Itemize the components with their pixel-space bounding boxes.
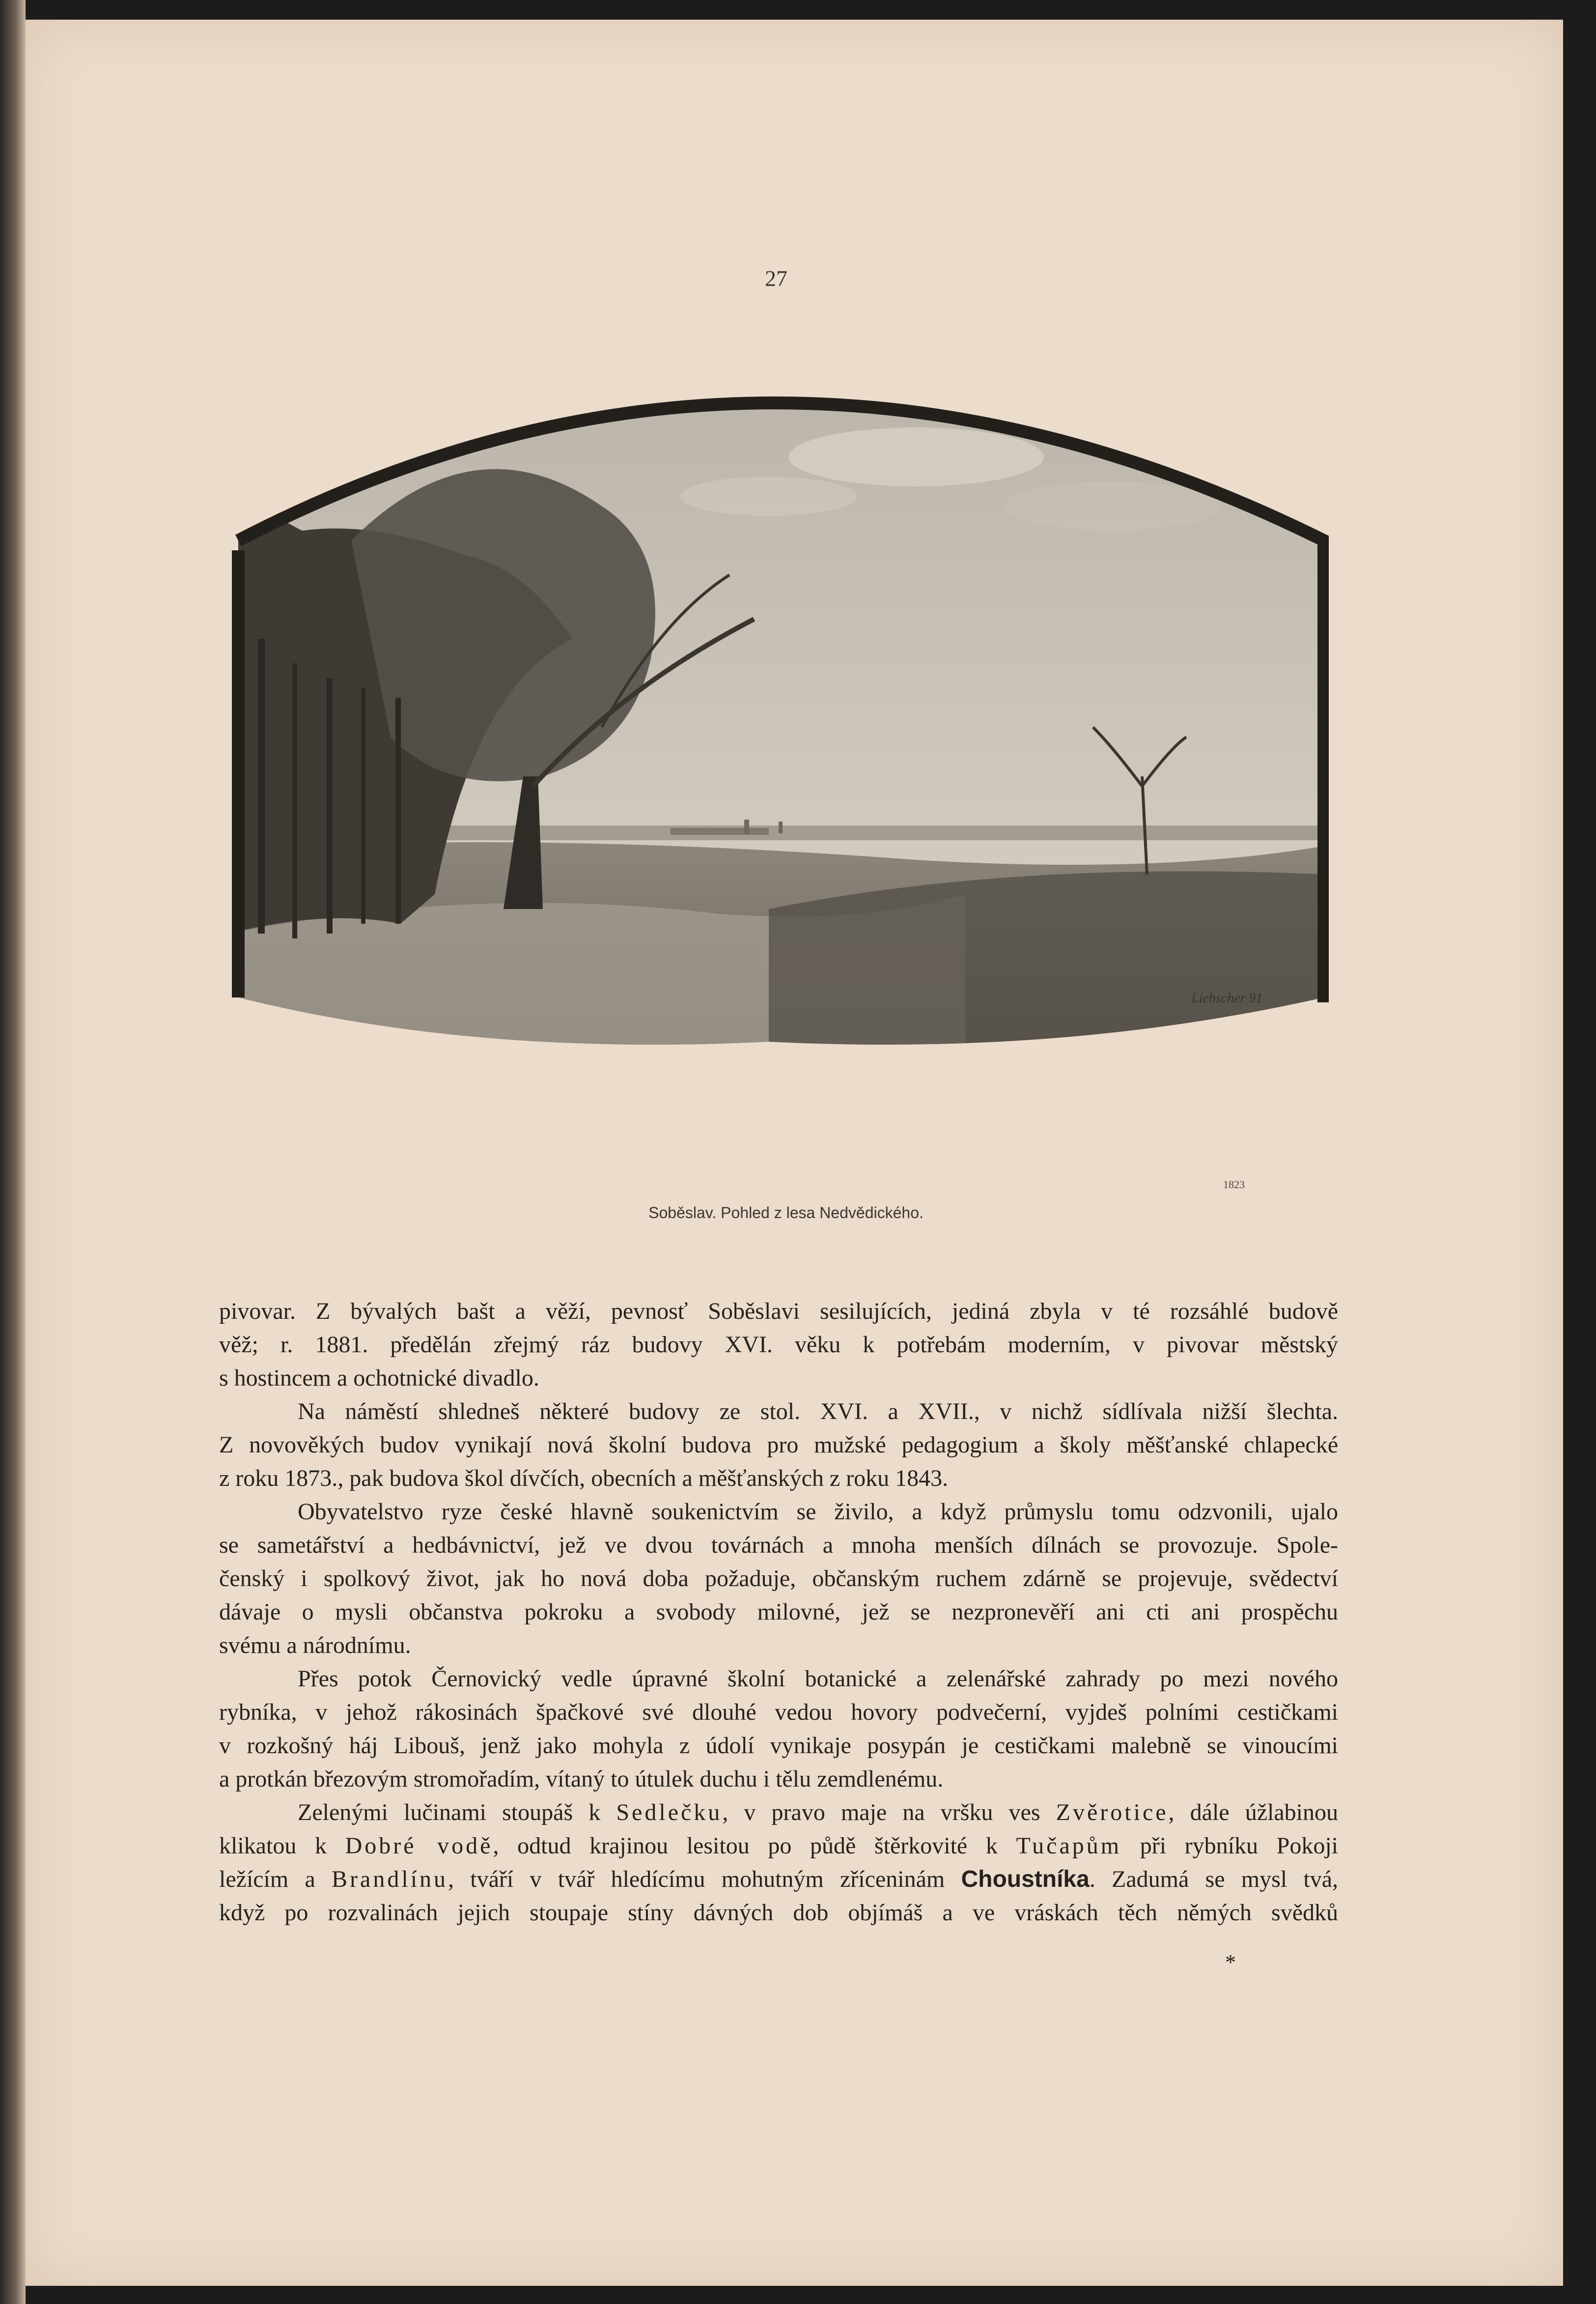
place-name: Tučapům (1016, 1833, 1122, 1859)
text-segment: , odtud krajinou lesitou po půdě štěrkovité k (493, 1833, 1016, 1859)
text-line: svému a národnímu. (219, 1632, 411, 1658)
text-line: z roku 1873., pak budova škol dívčích, obecních a měšťanských z roku 1843. (219, 1465, 949, 1491)
text-line (219, 1863, 1338, 1896)
text-segment: , tváří v tvář hledícímu mohutným zříceninám (448, 1866, 961, 1892)
text-line: čenský i spolkový život, jak ho nová doba požaduje, občanským ruchem zdárně se projevuje, svědectví (219, 1565, 1338, 1592)
text-segment: , dále úžlabinou (1168, 1799, 1339, 1825)
place-name: Brandlínu (332, 1866, 448, 1892)
text-line: a protkán březovým stromořadím, vítaný to útulek duchu i tělu zemdlenému. (219, 1766, 944, 1792)
text-line: se sametářství a hedbávnictví, jež ve dvou továrnách a mnoha menších dílnách se provozuje. Spole- (219, 1532, 1338, 1558)
signature-mark: * (1225, 1950, 1236, 1974)
text-segment: , v pravo maje na vršku ves (722, 1799, 1056, 1825)
text-line: Na náměstí shledneš některé budovy ze stol. XVI. a XVII., v nichž sídlívala nižší šlechta. (298, 1398, 1338, 1424)
text-line: v rozkošný háj Libouš, jenž jako mohyla z údolí vynikaje posypán je cestičkami malebně se vinoucími (219, 1733, 1338, 1759)
text-line: dávaje o mysli občanstva pokroku a svobody milovné, jež se nezpronevěří ani cti ani prospěchu (219, 1599, 1338, 1625)
text-line (219, 1796, 1338, 1829)
text-segment: ležícím a (219, 1866, 332, 1892)
illustration-caption: Soběslav. Pohled z lesa Nedvědického. (648, 1204, 924, 1222)
text-line: s hostincem a ochotnické divadlo. (219, 1365, 539, 1391)
body-text (219, 1295, 1338, 1930)
place-name: Zvěrotice (1056, 1799, 1169, 1825)
page-number: 27 (765, 266, 787, 291)
place-name-bold: Choustníka (961, 1866, 1090, 1892)
text-line: Obyvatelstvo ryze české hlavně soukenictvím se živilo, a když průmyslu tomu odzvonili, ujalo (298, 1499, 1338, 1525)
book-gutter (0, 0, 26, 2304)
text-line: věž; r. 1881. předělán zřejmý ráz budovy XVI. věku k potřebám moderním, v pivovar městský (219, 1332, 1338, 1358)
text-line: rybníka, v jehož rákosinách špačkové své dlouhé vedou hovory podvečerní, vyjdeš polními cestičkami (219, 1699, 1338, 1725)
text-segment: Zelenými lučinami stoupáš k (298, 1799, 616, 1825)
plate-number: 1823 (1223, 1178, 1245, 1191)
text-line (219, 1829, 1338, 1863)
place-name: Sedlečku (616, 1799, 723, 1825)
text-line: Přes potok Černovický vedle úpravné školní botanické a zelenářské zahrady po mezi nového (298, 1666, 1338, 1692)
place-name: Dobré vodě (345, 1833, 493, 1859)
text-segment: klikatou k (219, 1833, 345, 1859)
text-segment: . Zadumá se mysl tvá, (1089, 1866, 1339, 1892)
text-segment: při rybníku Pokoji (1121, 1833, 1339, 1859)
text-line: když po rozvalinách jejich stoupaje stíny dávných dob objímáš a ve vráskách těch němých svědků (219, 1900, 1338, 1926)
artist-signature: Liebscher 91 (1191, 991, 1263, 1006)
text-line: pivovar. Z bývalých bašt a věží, pevnosť Soběslavi sesilujících, jediná zbyla v té rozsáhlé budově (219, 1298, 1338, 1324)
landscape-illustration (228, 344, 1329, 1160)
text-line: Z novověkých budov vynikají nová školní budova pro mužské pedagogium a školy měšťanské chlapecké (219, 1432, 1338, 1458)
